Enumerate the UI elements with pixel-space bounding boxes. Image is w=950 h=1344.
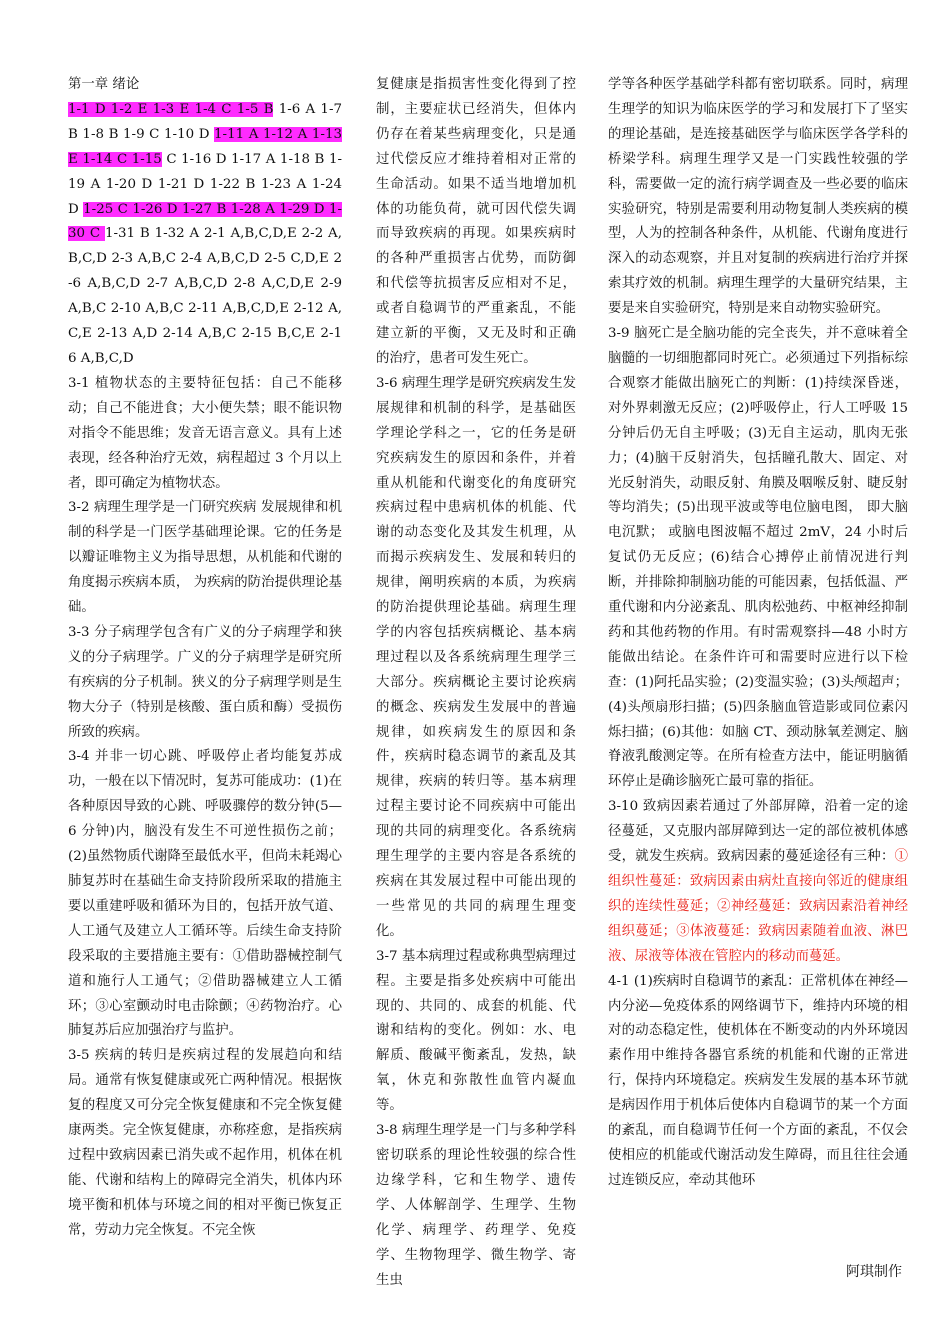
paragraph-3-10 — [608, 795, 908, 969]
answer-key — [68, 98, 342, 372]
paragraph-3-5: 3-5 疾病的转归是疾病过程的发展趋向和结局。通常有恢复健康或死亡两种情况。根据恢复的程度又可分完全恢复健康和不完全恢复健康两类。完全恢复健康，亦称痊愈，是指疾病过程中致病因素已消失或不起作用，机体在机能、代谢和结构上的障碍完全消失，机体内环境平衡和机体与环境之间的相对平衡已恢复正常，劳动力完全恢复。不完全恢 — [68, 1048, 342, 1238]
paragraph-3-3: 3-3 分子病理学包含有广义的分子病理学和狭义的分子病理学。广义的分子病理学是研究所有疾病的分子机制。狭义的分子病理学则是生物大分子（特别是核酸、蛋白质和酶）受损伤所致的疾病。 — [68, 624, 342, 740]
column-right — [608, 73, 908, 1194]
paragraph-3-2: 3-2 病理生理学是一门研究疾病 发展规律和机制的科学是一门医学基础理论课。它的任务是以瓣证唯物主义为指导思想，从机能和代谢的角度揭示疾病本质， 为疾病的防治提供理论基础。 — [68, 500, 342, 616]
paragraph-4-1: 4-1 (1)疾病时自稳调节的紊乱：正常机体在神经—内分泌—免疫体系的网络调节下，维持内环境的相对的动态稳定性，使机体在不断变动的内外环境因素作用中维持各器官系统的机能和代谢的正常进行，保持内环境稳定。疾病发生发展的基本环节就是病因作用于机体后使体内自稳调节的某一个方面的紊乱，而自稳调节任何一个方面的紊乱，不仅会使相应的机能或代谢活动发生障碍，而且往往会通过连锁反应，牵动其他环 — [608, 973, 908, 1188]
paragraph-3-9: 3-9 脑死亡是全脑功能的完全丧失，并不意味着全脑髓的一切细胞都同时死亡。必须通过下列指标综合观察才能做出脑死亡的判断：(1)持续深昏迷，对外界刺激无反应；(2)呼吸停止，行人工呼吸 15 分钟后仍无自主呼吸；(3)无自主运动，肌肉无张力；(4)脑干反射消失，包括瞳孔散大、固定、对光反射消失，动眼反射、角膜及咽喉反射、睫反射等均消失；(5)出现平波或等电位脑电图， 即大脑电沉默； 或脑电图波幅不超过 2mV，24 小时后复试仍无反应；(6)结合心搏停止前情况进行判断，并排除抑制脑功能的可能因素，包括低温、严重代谢和内分泌紊乱、肌肉松弛药、中枢神经抑制药和其他药物的作用。有时需观察抖—48 小时方能做出结论。在条件许可和需要时应进行以下检查：(1)阿托品实验；(2)变温实验；(3)头颅超声；(4)头颅扇形扫描；(5)四条脑血管造影或同位素闪烁扫描；(6)其他：如脑 CT、颈动脉氧差测定、脑脊液乳酸测定等。在所有检查方法中，能证明脑循环停止是确诊脑死亡最可靠的指征。 — [608, 326, 908, 790]
paragraph-3-8: 3-8 病理生理学是一门与多种学科密切联系的理论性较强的综合性边缘学科，它和生物学、遗传学、人体解剖学、生理学、生物化学、病理学、药理学、免疫学、生物物理学、微生物学、寄生虫 — [376, 1123, 576, 1288]
answer-segment: 1-6 A 1-7 B 1-8 B 1-9 C 1-10 D — [68, 101, 343, 142]
answer-segment: 1-11 A 1-12 A 1-13 E 1-14 C 1-15 — [68, 126, 342, 167]
paragraph-3-10-red-text: ①组织性蔓延：致病因素由病灶直接向邻近的健康组织的连续性蔓延；②神经蔓延：致病因素沿着神经组织蔓延；③体液蔓延：致病因素随着血液、淋巴液、尿液等体液在管腔内的移动而蔓延。 — [608, 849, 908, 964]
paragraph-3-8-cont: 学等各种医学基础学科都有密切联系。同时，病理生理学的知识为临床医学的学习和发展打下了坚实的理论基础，是连接基础医学与临床医学各学科的桥梁学科。病理生理学又是一门实践性较强的学科，需要做一定的流行病学调查及一些必要的临床实验研究，特别是需要利用动物复制人类疾病的模型，人为的控制各种条件，从机能、代谢角度进行深入的动态观察，并且对复制的疾病进行治疗并探索其疗效的机制。病理生理学的大量研究结果，主要是来自实验研究，特别是来自动物实验研究。 — [608, 77, 908, 317]
answer-segment: 1-25 C 1-26 D 1-27 B 1-28 A 1-29 D 1-30 C — [68, 201, 342, 242]
column-left — [68, 73, 342, 1244]
paragraph-3-10-intro: 3-10 致病因素若通过了外部屏障，沿着一定的途径蔓延，又克服内部屏障到达一定的部位被机体感受，就发生疾病。致病因素的蔓延途径有三种： — [608, 799, 908, 865]
paragraph-3-6: 3-6 病理生理学是研究疾病发生发展规律和机制的科学，是基础医学理论学科之一，它的任务是研究疾病发生的原因和条件，并着重从机能和代谢变化的角度研究疾病过程中患病机体的机能、代谢的动态变化及其发生机理，从而揭示疾病发生、发展和转归的规律，阐明疾病的本质，为疾病的防治提供理论基础。病理生理学的内容包括疾病概论、基本病理过程以及各系统病理生理学三大部分。疾病概论主要讨论疾病的概念、疾病发生发展中的普遍规律，如疾病发生的原因和条件，疾病时稳态调节的紊乱及其规律，疾病的转归等。基本病理过程主要讨论不同疾病中可能出现的共同的病理变化。各系统病理生理学的主要内容是各系统的疾病在其发展过程中可能出现的一些常见的共同的病理生理变化。 — [376, 375, 576, 939]
answer-segment: 1-31 B 1-32 A 2-1 A,B,C,D,E 2-2 A,B,C,D 2-3 A,B,C 2-4 A,B,C,D 2-5 C,D,E 2-6 A,B,C,D 2-7 A,B,C,D 2-8 A,C,D,E 2-9 A,B,C 2-10 A,B,C 2-11 A,B,C,D,E 2-12 A,C,E 2-13 A,D 2-14 A,B,C 2-15 B,C,E 2-16 A,B,C,D — [68, 226, 342, 366]
paragraph-3-4: 3-4 并非一切心跳、呼吸停止者均能复苏成功，一般在以下情况时，复苏可能成功：(1)在各种原因导致的心跳、呼吸骤停的数分钟(5—6 分钟)内，脑没有发生不可逆性损伤之前；(2)虽然物质代谢降至最低水平，但尚未耗竭心肺复苏时在基础生命支持阶段所采取的措施主要以重建呼吸和循环为目的，包括开放气道、人工通气及建立人工循环等。后续生命支持阶段采取的主要措施主要有：①借助器械控制气道和施行人工通气；②借助器械建立人工循环；③心室颤动时电击除颤；④药物治疗。心肺复苏后应加强治疗与监护。 — [68, 749, 342, 1039]
paragraph-3-5-cont: 复健康是指损害性变化得到了控制，主要症状已经消失，但体内仍存在着某些病理变化，只是通过代偿反应才维持着相对正常的生命活动。如果不适当地增加机体的功能负荷，就可因代偿失调而导致疾病的再现。如果疾病时的各种严重损害占优势，而防御和代偿等抗损害反应相对不足，或者自稳调节的严重紊乱，不能建立新的平衡，又无及时和正确的治疗，患者可发生死亡。 — [376, 77, 576, 366]
answer-segment: C 1-16 D 1-17 A 1-18 B 1-19 A 1-20 D 1-21 D 1-22 B 1-23 A 1-24 D — [68, 151, 342, 217]
column-middle — [376, 73, 576, 1293]
paragraph-3-7: 3-7 基本病理过程或称典型病理过程。主要是指多处疾病中可能出现的、共同的、成套的机能、代谢和结构的变化。例如：水、电解质、酸碱平衡紊乱，发热，缺氧，休克和弥散性血管内凝血等。 — [376, 948, 576, 1114]
chapter-title: 第一章 绪论 — [68, 77, 140, 92]
paragraph-3-1: 3-1 植物状态的主要特征包括：自己不能移动；自己不能进食；大小便失禁；眼不能识物对指令不能思维；发音无语言意义。具有上述表现，经各种治疗无效，病程超过 3 个月以上者，即可确定为植物状态。 — [68, 375, 342, 491]
answer-segment: 1-1 D 1-2 E 1-3 E 1-4 C 1-5 B — [68, 101, 274, 117]
footer-credit: 阿琪制作 — [846, 1264, 902, 1280]
